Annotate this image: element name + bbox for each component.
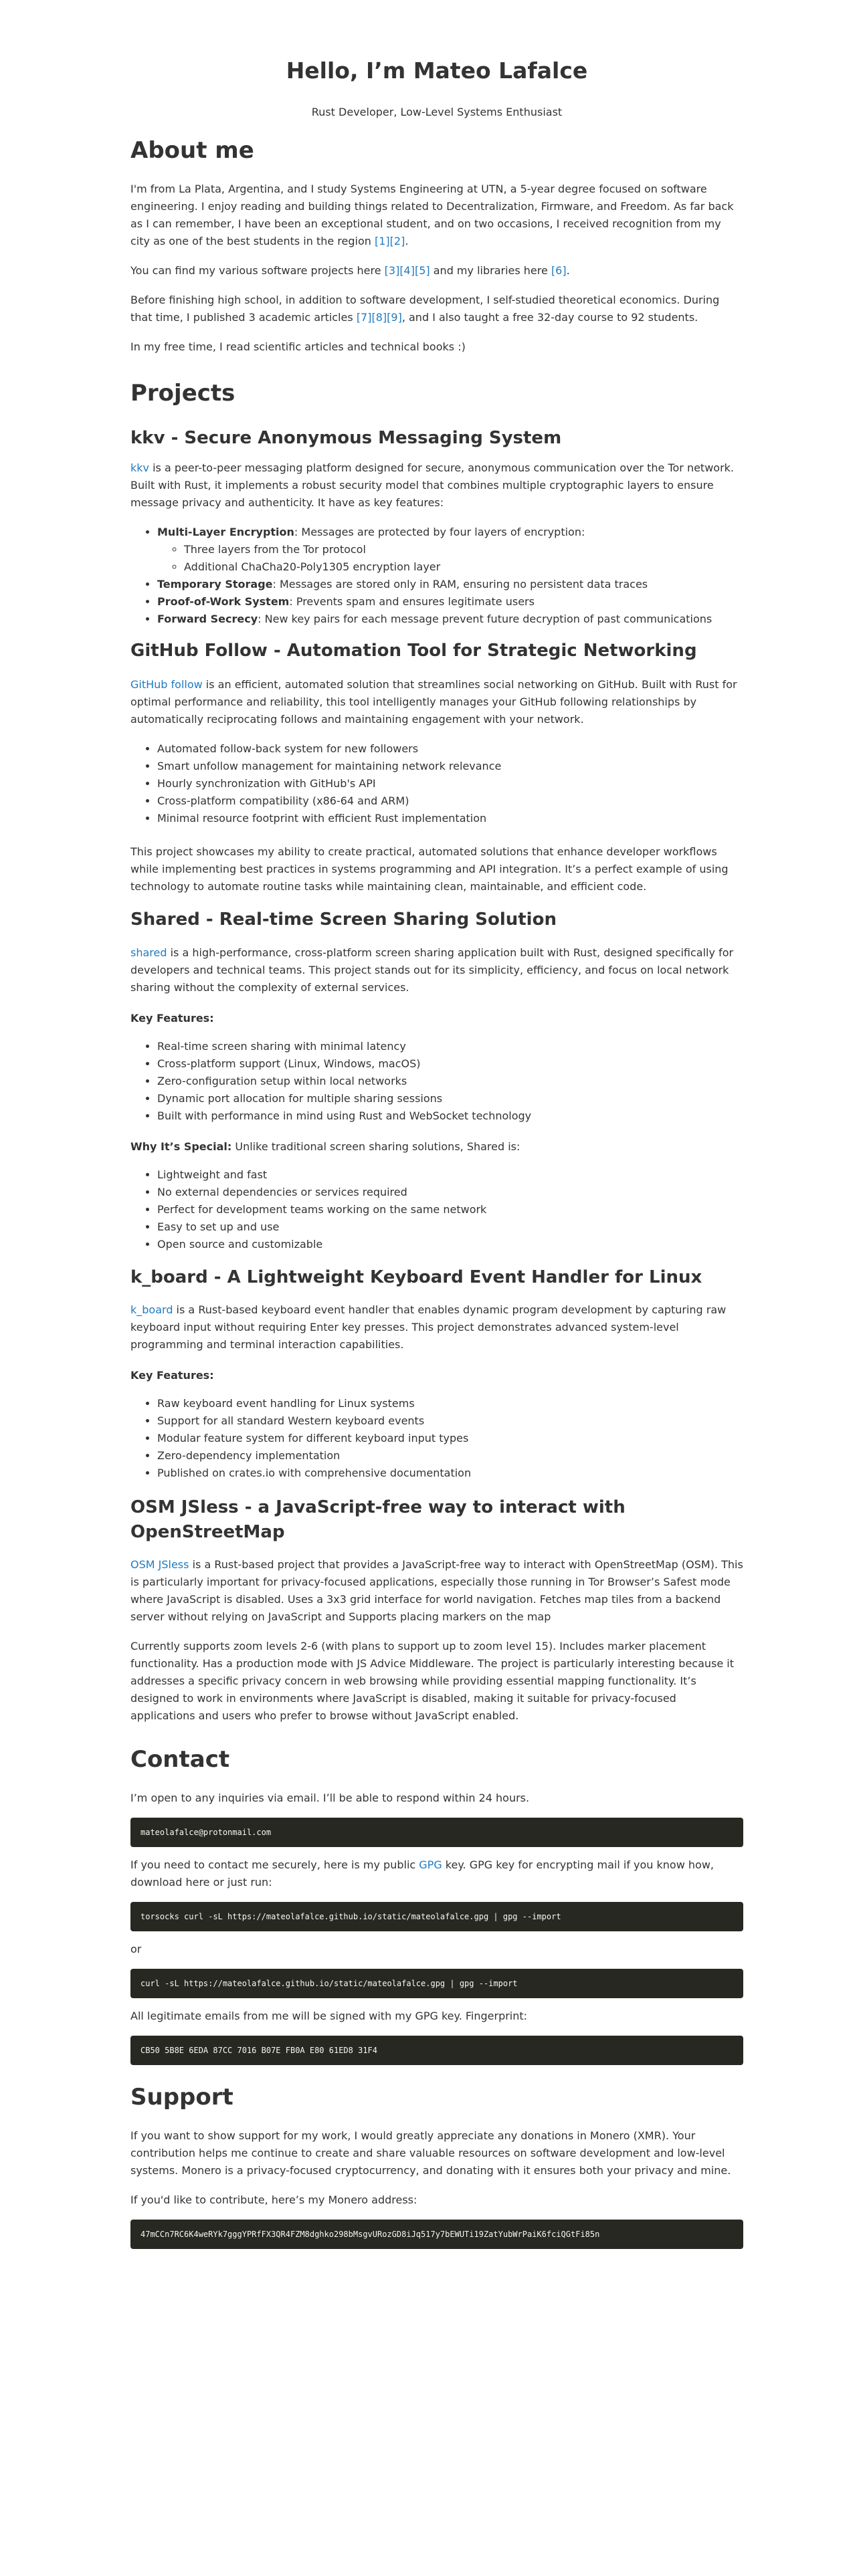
ref-link-9[interactable]: [9] xyxy=(387,310,402,324)
list-item: • Open source and customizable xyxy=(157,1236,743,1253)
list-item: • Support for all standard Western keyboard events xyxy=(157,1412,743,1430)
monero-address-block[interactable]: 47mCCn7RC6K4weRYk7gggYPRfFX3QR4FZM8dghko298bMsgvURozGD8iJq517y7bEWUTi19ZatYubWrPaiK6fciQGtFi85n xyxy=(130,2220,743,2249)
curl-command-block[interactable]: curl -sL https://mateolafalce.github.io/static/mateolafalce.gpg | gpg --import xyxy=(130,1969,743,1998)
projects-heading: Projects xyxy=(130,379,235,407)
follow-features xyxy=(130,740,743,827)
about-heading: About me xyxy=(130,137,254,164)
follow-intro: GitHub follow is an efficient, automated solution that streamlines social networking on GitHub. Built with Rust for optimal performance and reliability, this tool intelligently manages your GitHub following relationships by automatically reciprocating follows and maintaining engagement with your network. xyxy=(130,678,737,726)
about-paragraph-4: In my free time, I read scientific articles and technical books :) xyxy=(130,340,466,353)
list-item: • Real-time screen sharing with minimal latency xyxy=(157,1038,743,1055)
page-subtitle: Rust Developer, Low-Level Systems Enthusiast xyxy=(311,106,563,118)
shared-title: Shared - Real-time Screen Sharing Solution xyxy=(130,909,557,930)
list-item: • Raw keyboard event handling for Linux systems xyxy=(157,1395,743,1412)
ref-link-2[interactable]: [2] xyxy=(389,234,405,247)
ref-link-6[interactable]: [6] xyxy=(551,263,567,277)
osm-title: OSM JSless - a JavaScript-free way to interact with OpenStreetMap xyxy=(130,1497,626,1542)
kkv-link[interactable]: kkv xyxy=(130,461,149,474)
kkv-features xyxy=(130,524,743,628)
about-paragraph-1: I'm from La Plata, Argentina, and I study Systems Engineering at UTN, a 5-year degree focused on software engineering. I enjoy reading and building things related to Decentralization, Firmware, and Freedom. As far back as I can remember, I have been an exceptional student, and on two occasions, I received recognition from my city as one of the best students in the region [1][2]. xyxy=(130,182,734,247)
ref-link-5[interactable]: [5] xyxy=(414,263,430,277)
list-item: • Zero-dependency implementation xyxy=(157,1447,743,1465)
about-paragraph-2: You can find my various software projects here [3][4][5] and my libraries here [6]. xyxy=(130,263,570,277)
contact-paragraph-2: If you need to contact me securely, here is my public GPG key. GPG key for encrypting mail if you know how, download here or just run: xyxy=(130,1858,714,1889)
osm-intro: OSM JSless is a Rust-based project that provides a JavaScript-free way to interact with OpenStreetMap (OSM). This is particularly important for privacy-focused applications, especially those running in Tor Browser’s Safest mode where JavaScript is disabled. Uses a 3x3 grid interface for world navigation. Fetches map tiles from a backend server without relying on JavaScript and Supports placing markers on the map xyxy=(130,1558,743,1623)
list-item: • Dynamic port allocation for multiple sharing sessions xyxy=(157,1090,743,1107)
kboard-intro: k_board is a Rust-based keyboard event handler that enables dynamic program development by capturing raw keyboard input without requiring Enter key presses. This project demonstrates advanced system-level programming and terminal interaction capabilities. xyxy=(130,1303,727,1352)
support-paragraph-2: If you'd like to contribute, here’s my Monero address: xyxy=(130,2193,417,2206)
follow-outro: This project showcases my ability to create practical, automated solutions that enhance developer workflows while implementing best practices in systems programming and API integration. It’s a perfect example of using technology to automate routine tasks while maintaining clean, maintainable, and efficient code. xyxy=(130,845,729,893)
kboard-features xyxy=(130,1395,743,1482)
list-item: • Perfect for development teams working on the same network xyxy=(157,1201,743,1218)
support-heading: Support xyxy=(130,2083,233,2111)
shared-features-label: Key Features: xyxy=(130,1011,214,1025)
osm-paragraph-2: Currently supports zoom levels 2-6 (with plans to support up to zoom level 15). Includes marker placement functionality. Has a production mode with JS Advice Middleware. The project is particularly interesting because it addresses a specific privacy concern in web browsing while providing essential mapping functionality. It’s designed to work in environments where JavaScript is disabled, making it suitable for privacy-focused applications and users who prefer to browse without JavaScript enabled. xyxy=(130,1639,735,1722)
fingerprint-code-block[interactable]: CB50 5B8E 6EDA 87CC 7016 B07E FB0A E80 61ED8 31F4 xyxy=(130,2036,743,2065)
shared-features xyxy=(130,1038,743,1125)
kboard-link[interactable]: k_board xyxy=(130,1303,173,1317)
list-item: • Smart unfollow management for maintaining network relevance xyxy=(157,758,743,775)
gpg-link[interactable]: GPG xyxy=(419,1858,442,1871)
list-item: • Built with performance in mind using Rust and WebSocket technology xyxy=(157,1107,743,1125)
list-item: • Forward Secrecy: New key pairs for each message prevent future decryption of past communications xyxy=(157,611,743,628)
kkv-sub-features xyxy=(157,541,743,576)
list-item: • Multi-Layer Encryption: Messages are protected by four layers of encryption: ◦ Three layers from the Tor protocol ◦ Additional ChaCha20-Poly1305 encryption layer xyxy=(157,524,743,576)
contact-paragraph-1: I’m open to any inquiries via email. I’ll be able to respond within 24 hours. xyxy=(130,1791,530,1804)
shared-intro: shared is a high-performance, cross-platform screen sharing application built with Rust, designed specifically for developers and technical teams. This project stands out for its simplicity, efficiency, and focus on local network sharing without the complexity of external services. xyxy=(130,946,734,994)
list-item: • Temporary Storage: Messages are stored only in RAM, ensuring no persistent data traces xyxy=(157,576,743,593)
or-text: or xyxy=(130,1942,142,1955)
ref-link-7[interactable]: [7] xyxy=(356,310,372,324)
kboard-features-label: Key Features: xyxy=(130,1369,214,1382)
torsocks-command-block[interactable]: torsocks curl -sL https://mateolafalce.github.io/static/mateolafalce.gpg | gpg --import xyxy=(130,1902,743,1931)
follow-link[interactable]: GitHub follow xyxy=(130,678,203,691)
list-item: ◦ Three layers from the Tor protocol xyxy=(184,541,743,558)
list-item: • Cross-platform compatibility (x86-64 and ARM) xyxy=(157,792,743,810)
support-paragraph-1: If you want to show support for my work, I would greatly appreciate any donations in Monero (XMR). Your contribution helps me continue to create and share valuable resources on software development and low-level systems. Monero is a privacy-focused cryptocurrency, and donating with it ensures both your privacy and mine. xyxy=(130,2129,731,2177)
list-item: • Easy to set up and use xyxy=(157,1218,743,1236)
kkv-title: kkv - Secure Anonymous Messaging System xyxy=(130,427,562,448)
list-item: • Minimal resource footprint with efficient Rust implementation xyxy=(157,810,743,827)
list-item: • No external dependencies or services required xyxy=(157,1184,743,1201)
list-item: ◦ Additional ChaCha20-Poly1305 encryption layer xyxy=(184,558,743,576)
email-code-block[interactable]: mateolafalce@protonmail.com xyxy=(130,1818,743,1847)
kkv-intro: kkv is a peer-to-peer messaging platform designed for secure, anonymous communication over the Tor network. Built with Rust, it implements a robust security model that combines multiple cryptographic layers to ensure message privacy and authenticity. It have as key features: xyxy=(130,461,735,509)
list-item: • Published on crates.io with comprehensive documentation xyxy=(157,1465,743,1482)
list-item: • Proof-of-Work System: Prevents spam and ensures legitimate users xyxy=(157,593,743,611)
shared-why: Why It’s Special: Unlike traditional screen sharing solutions, Shared is: xyxy=(130,1140,520,1153)
shared-link[interactable]: shared xyxy=(130,946,167,959)
ref-link-8[interactable]: [8] xyxy=(371,310,387,324)
contact-paragraph-3: All legitimate emails from me will be signed with my GPG key. Fingerprint: xyxy=(130,2009,528,2022)
list-item: • Automated follow-back system for new followers xyxy=(157,740,743,758)
shared-why-list xyxy=(130,1166,743,1253)
list-item: • Cross-platform support (Linux, Windows, macOS) xyxy=(157,1055,743,1073)
ref-link-1[interactable]: [1] xyxy=(375,234,390,247)
ref-link-3[interactable]: [3] xyxy=(384,263,400,277)
list-item: • Hourly synchronization with GitHub's API xyxy=(157,775,743,792)
follow-title: GitHub Follow - Automation Tool for Strategic Networking xyxy=(130,640,697,661)
osm-link[interactable]: OSM JSless xyxy=(130,1558,189,1571)
kboard-title: k_board - A Lightweight Keyboard Event Handler for Linux xyxy=(130,1267,702,1287)
content xyxy=(130,137,743,2249)
list-item: • Zero-configuration setup within local networks xyxy=(157,1073,743,1090)
about-paragraph-3: Before finishing high school, in addition to software development, I self-studied theoretical economics. During that time, I published 3 academic articles [7][8][9], and I also taught a free 32-day course to 92 students. xyxy=(130,293,720,324)
list-item: • Modular feature system for different keyboard input types xyxy=(157,1430,743,1447)
contact-heading: Contact xyxy=(130,1745,230,1773)
page-title: Hello, I’m Mateo Lafalce xyxy=(286,58,588,84)
list-item: • Lightweight and fast xyxy=(157,1166,743,1184)
ref-link-4[interactable]: [4] xyxy=(399,263,415,277)
